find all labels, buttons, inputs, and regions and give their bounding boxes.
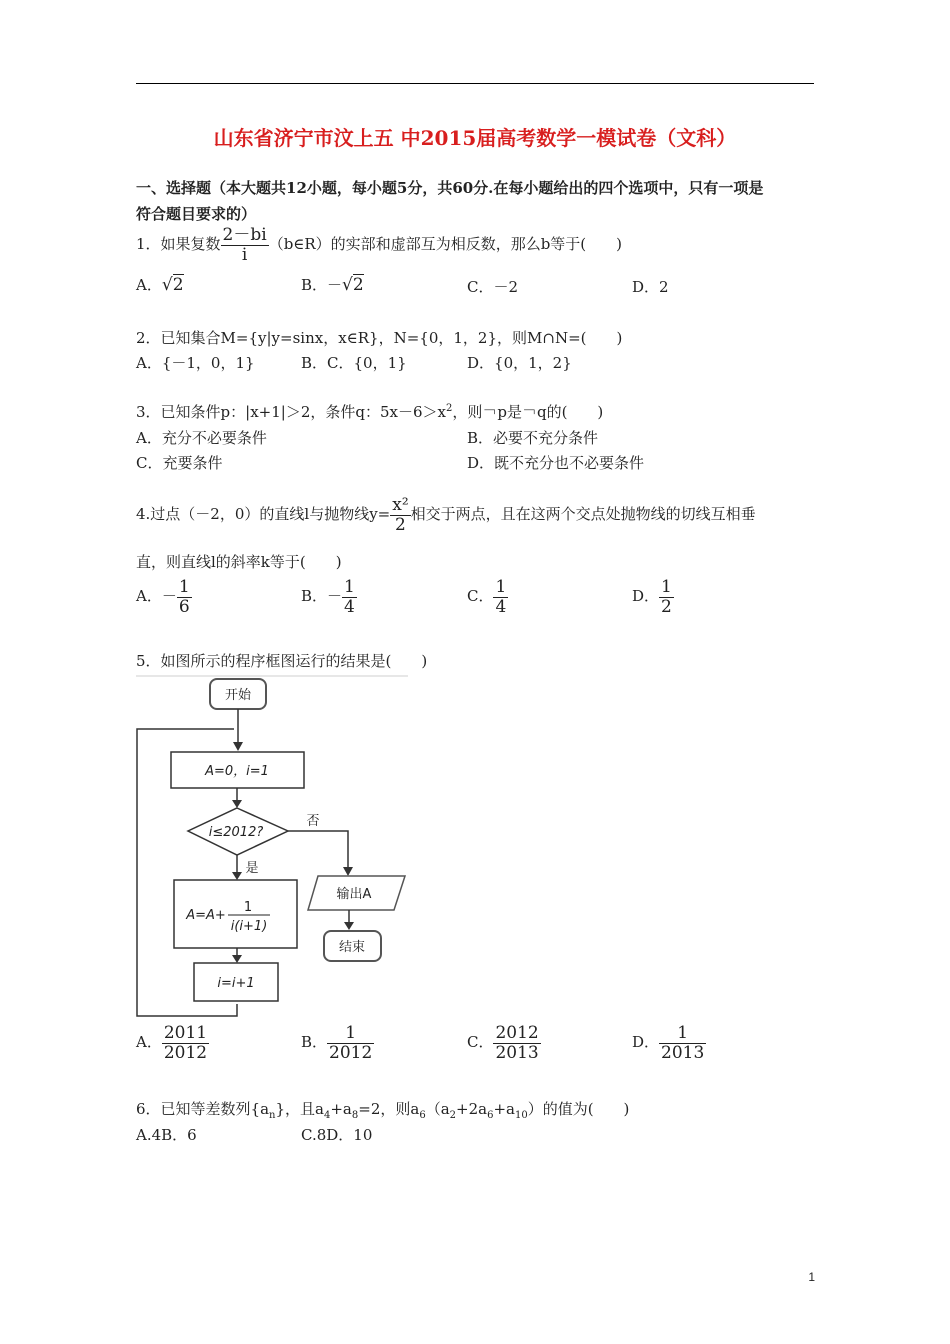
q1-option-b: [301, 274, 364, 295]
q3-stem-sup: 2: [445, 403, 453, 414]
q6-part: =2，则a: [358, 1100, 420, 1118]
q4-frac-den: 2: [395, 514, 406, 535]
question-5-stem: 5．如图所示的程序框图运行的结果是( ): [136, 652, 428, 670]
q4-c-label: C．: [467, 587, 494, 606]
q2-option-bc: B．C．{0，1}: [301, 354, 407, 372]
q5-option-d: [632, 1024, 706, 1062]
q5-b-fraction: [327, 1024, 374, 1062]
section-heading-line1: 一、选择题（本大题共12小题，每小题5分，共60分.在每小题给出的四个选项中，只有一项是: [136, 179, 764, 197]
flow-cond-text: i≤2012?: [208, 825, 264, 840]
q2-option-d: D．{0，1，2}: [467, 354, 572, 372]
q6-part: +2a: [456, 1100, 488, 1118]
q4-c-den: 4: [495, 596, 507, 617]
q4-b-label: B．－: [301, 587, 343, 606]
q5-a-label: A．: [136, 1033, 162, 1052]
q1-option-c: C．－2: [467, 278, 519, 296]
q4-stem-post: 相交于两点，且在这两个交点处抛物线的切线互相垂: [410, 505, 756, 524]
page-number: 1: [808, 1270, 815, 1284]
q6-sub: 6: [419, 1110, 426, 1121]
q4-d-den: 2: [661, 596, 672, 617]
q5-option-b: [301, 1024, 374, 1062]
q4-fraction: [390, 496, 410, 534]
q5-c-num: 2012: [495, 1023, 539, 1043]
q6-sub: 4: [323, 1110, 331, 1121]
sqrt-icon: √: [342, 275, 353, 295]
q5-a-den: 2012: [163, 1042, 208, 1063]
q4-c-fraction: [493, 578, 508, 616]
flow-output-text: 输出A: [336, 887, 372, 902]
q3-stem-pre: 3．已知条件p：|x+1|＞2，条件q：5x－6＞x: [136, 403, 446, 421]
section-heading-line2: 符合题目要求的）: [136, 205, 257, 223]
q4-b-fraction: [342, 578, 357, 616]
q6-sub: 6: [487, 1110, 494, 1121]
q3-option-d: D．既不充分也不必要条件: [467, 454, 645, 472]
q5-b-label: B．: [301, 1033, 328, 1052]
q6-option-cd: C.8D．10: [301, 1126, 373, 1144]
q6-sub: n: [269, 1110, 276, 1121]
q3-option-c: C．充要条件: [136, 454, 223, 472]
q4-d-fraction: [659, 578, 674, 616]
q1-stem-pre: 1．如果复数: [136, 235, 221, 254]
q5-c-den: 2013: [495, 1042, 539, 1063]
q2-option-a: A．{－1，0，1}: [136, 354, 255, 372]
q4-a-num: 1: [178, 577, 190, 597]
q4-d-label: D．: [632, 587, 660, 606]
q5-d-label: D．: [632, 1033, 660, 1052]
q5-a-fraction: [162, 1024, 209, 1062]
flowchart-diagram: [136, 674, 408, 1020]
page-title: 山东省济宁市汶上五 中2015届高考数学一模试卷（文科）: [213, 126, 737, 150]
q5-b-den: 2012: [329, 1042, 373, 1063]
q6-part: （a: [425, 1100, 450, 1118]
q4-a-den: 6: [178, 596, 190, 617]
q4-a-fraction: [177, 578, 192, 616]
q4-b-num: 1: [344, 577, 355, 597]
q1-frac-num: 2－bi: [222, 225, 267, 245]
q4-c-num: 1: [495, 577, 507, 597]
q4-b-den: 4: [344, 596, 355, 617]
q6-sub: 8: [351, 1110, 359, 1121]
question-1-stem: [136, 226, 622, 264]
q4-a-label: A．－: [136, 587, 177, 606]
q4-option-d: [632, 578, 674, 616]
flow-incr-text: i=i+1: [217, 976, 255, 991]
q1-b-label: B．－: [301, 276, 343, 294]
q5-a-num: 2011: [163, 1023, 208, 1043]
flow-start-text: 开始: [224, 688, 252, 703]
q4-stem-pre: 4.过点（－2，0）的直线l与抛物线y=: [136, 505, 391, 524]
q6-option-ab: A.4B．6: [136, 1126, 197, 1144]
q1-a-label: A．: [136, 276, 162, 294]
question-6-stem: [136, 1098, 629, 1121]
q5-b-num: 1: [327, 1024, 374, 1044]
q6-sub: 10: [514, 1110, 528, 1121]
q6-part: }，且a: [275, 1100, 324, 1118]
header-rule: [136, 83, 814, 84]
flow-no-label: 否: [306, 814, 320, 829]
q6-part: +a: [493, 1100, 515, 1118]
flow-init-text: A=0，i=1: [205, 764, 269, 779]
q5-c-fraction: [493, 1024, 540, 1062]
flow-end-text: 结束: [338, 940, 366, 955]
q4-d-num: 1: [661, 577, 672, 597]
sqrt-icon: √: [161, 275, 173, 295]
q3-option-a: A．充分不必要条件: [136, 429, 267, 447]
q6-part: ）的值为( ): [527, 1100, 630, 1118]
q4-option-a: [136, 578, 192, 616]
q5-c-label: C．: [467, 1033, 494, 1052]
q3-stem-post: ，则￢p是￢q的( ): [452, 403, 604, 421]
q1-b-radicand: 2: [352, 275, 364, 295]
q5-d-den: 2013: [661, 1042, 705, 1063]
question-3-stem: [136, 401, 603, 422]
q6-sub: 2: [449, 1110, 457, 1121]
q5-option-c: [467, 1024, 541, 1062]
question-2-stem: 2．已知集合M={y|y=sinx，x∈R}，N={0，1，2}，则M∩N=( ): [136, 329, 623, 347]
q5-option-a: [136, 1024, 209, 1062]
q1-option-d: D．2: [632, 278, 669, 296]
flow-assign-den: i(i+1): [230, 919, 268, 934]
flow-assign-num: 1: [243, 900, 253, 915]
q4-option-b: [301, 578, 357, 616]
q4-stem-line2: 直，则直线l的斜率k等于( ): [136, 553, 342, 571]
q4-frac-num: x²: [392, 495, 409, 515]
q5-d-fraction: [659, 1024, 706, 1062]
q1-option-a: [136, 274, 184, 295]
q3-option-b: B．必要不充分条件: [467, 429, 599, 447]
q1-stem-post: （b∈R）的实部和虚部互为相反数，那么b等于( ): [268, 235, 622, 254]
flow-yes-label: 是: [245, 861, 259, 876]
flow-assign-pre: A=A+: [186, 908, 226, 923]
question-4-stem: [136, 496, 756, 534]
q1-fraction: [221, 226, 269, 264]
q6-part: 6．已知等差数列{a: [136, 1100, 270, 1118]
q4-option-c: [467, 578, 508, 616]
q5-d-num: 1: [659, 1024, 706, 1044]
q1-frac-den: i: [241, 244, 248, 265]
q6-part: +a: [330, 1100, 352, 1118]
q1-a-radicand: 2: [172, 275, 184, 295]
